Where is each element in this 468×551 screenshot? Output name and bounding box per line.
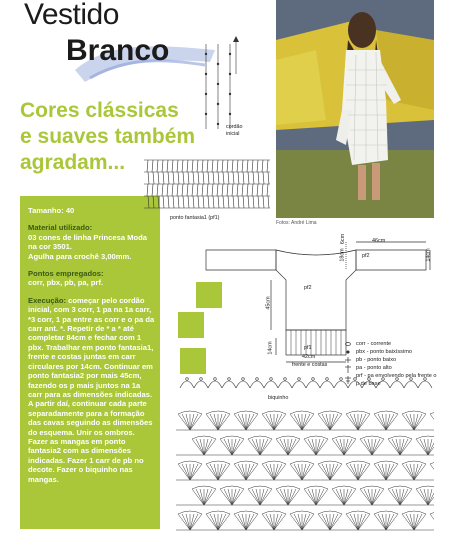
points-text: corr, pbx, pb, pa, prf.	[28, 278, 104, 288]
pf2-stitch-diagram	[176, 404, 434, 534]
points-heading: Pontos empregados:	[28, 269, 104, 279]
legend-item: pa - ponto alto	[356, 365, 392, 371]
material-text: 03 cones de linha Princesa Moda na cor 3501.	[28, 232, 148, 252]
dim-42: 42cm	[302, 354, 316, 360]
dim-45: 45cm	[265, 296, 272, 310]
pf1-stitch-diagram	[142, 152, 272, 214]
legend-item: pbx - ponto baixíssimo	[356, 349, 412, 355]
dim-14b: 14cm	[267, 341, 274, 355]
instructions-panel	[20, 196, 160, 529]
execution-text: começar pelo cordão inicial, com 3 corr, 1 pa na 1a carr, *3 corr, 1 pa entre as corr e o pa da carr ant. *. Repetir de * a * até completar 84cm e fechar com 1 pbx. Trabalhar em ponto fantasia1, frente e costas juntas em carr circulares por 14cm. Continuar em ponto fantasia2 por mais 45cm, fazendo os p mais juntos na 1a carr para as dimensões indicadas. A partir daí, continuar cada parte separadamente para a formação das cavas seguindo as dimensões do esquema. Unir os ombros. Fazer as mangas em ponto fantasia2 com as dimensões indicadas. Fazer 1 carr de pb no decote. Fazer o biquinho nas mangas.	[28, 295, 155, 484]
title-line-2: Branco	[66, 34, 170, 67]
size-label: Tamanho: 40	[28, 206, 75, 215]
dim-46: 46cm	[372, 238, 386, 244]
dim-6: 6cm	[340, 233, 347, 245]
pf1-label: ponto fantasia1 (pf1)	[170, 215, 220, 221]
biquinho-diagram	[176, 374, 434, 394]
frente-costas-label: frente e costas	[292, 362, 328, 368]
legend-item: corr - corrente	[356, 341, 392, 347]
needle-text: Agulha para crochê 3,00mm.	[28, 251, 132, 261]
cordao-diagram	[196, 34, 246, 134]
pf2-body-label: pf2	[304, 285, 312, 291]
pf2-sleeve-label: pf2	[362, 253, 370, 259]
dim-18: 18cm	[339, 248, 346, 262]
model-photo	[276, 0, 434, 218]
biquinho-label: biquinho	[268, 395, 289, 401]
photo-credit: Fotos: André Lima	[276, 220, 317, 226]
execution-heading: Execução:	[28, 295, 66, 305]
legend-item: pb - ponto baixo	[356, 357, 397, 363]
material-heading: Material utilizado:	[28, 223, 93, 233]
legend-item: prf - pa envolvendo pela frente o p de base	[356, 373, 437, 387]
dim-14a: 14cm	[425, 248, 432, 262]
cordao-label: cordão inicial	[226, 124, 243, 137]
pf1-body-label: pf1	[304, 345, 312, 351]
tagline: Cores clássicas e suaves também agradam...	[20, 99, 196, 174]
model-photo-illustration	[276, 0, 434, 218]
title-line-1: Vestido	[24, 0, 119, 31]
page-footer	[0, 534, 468, 551]
